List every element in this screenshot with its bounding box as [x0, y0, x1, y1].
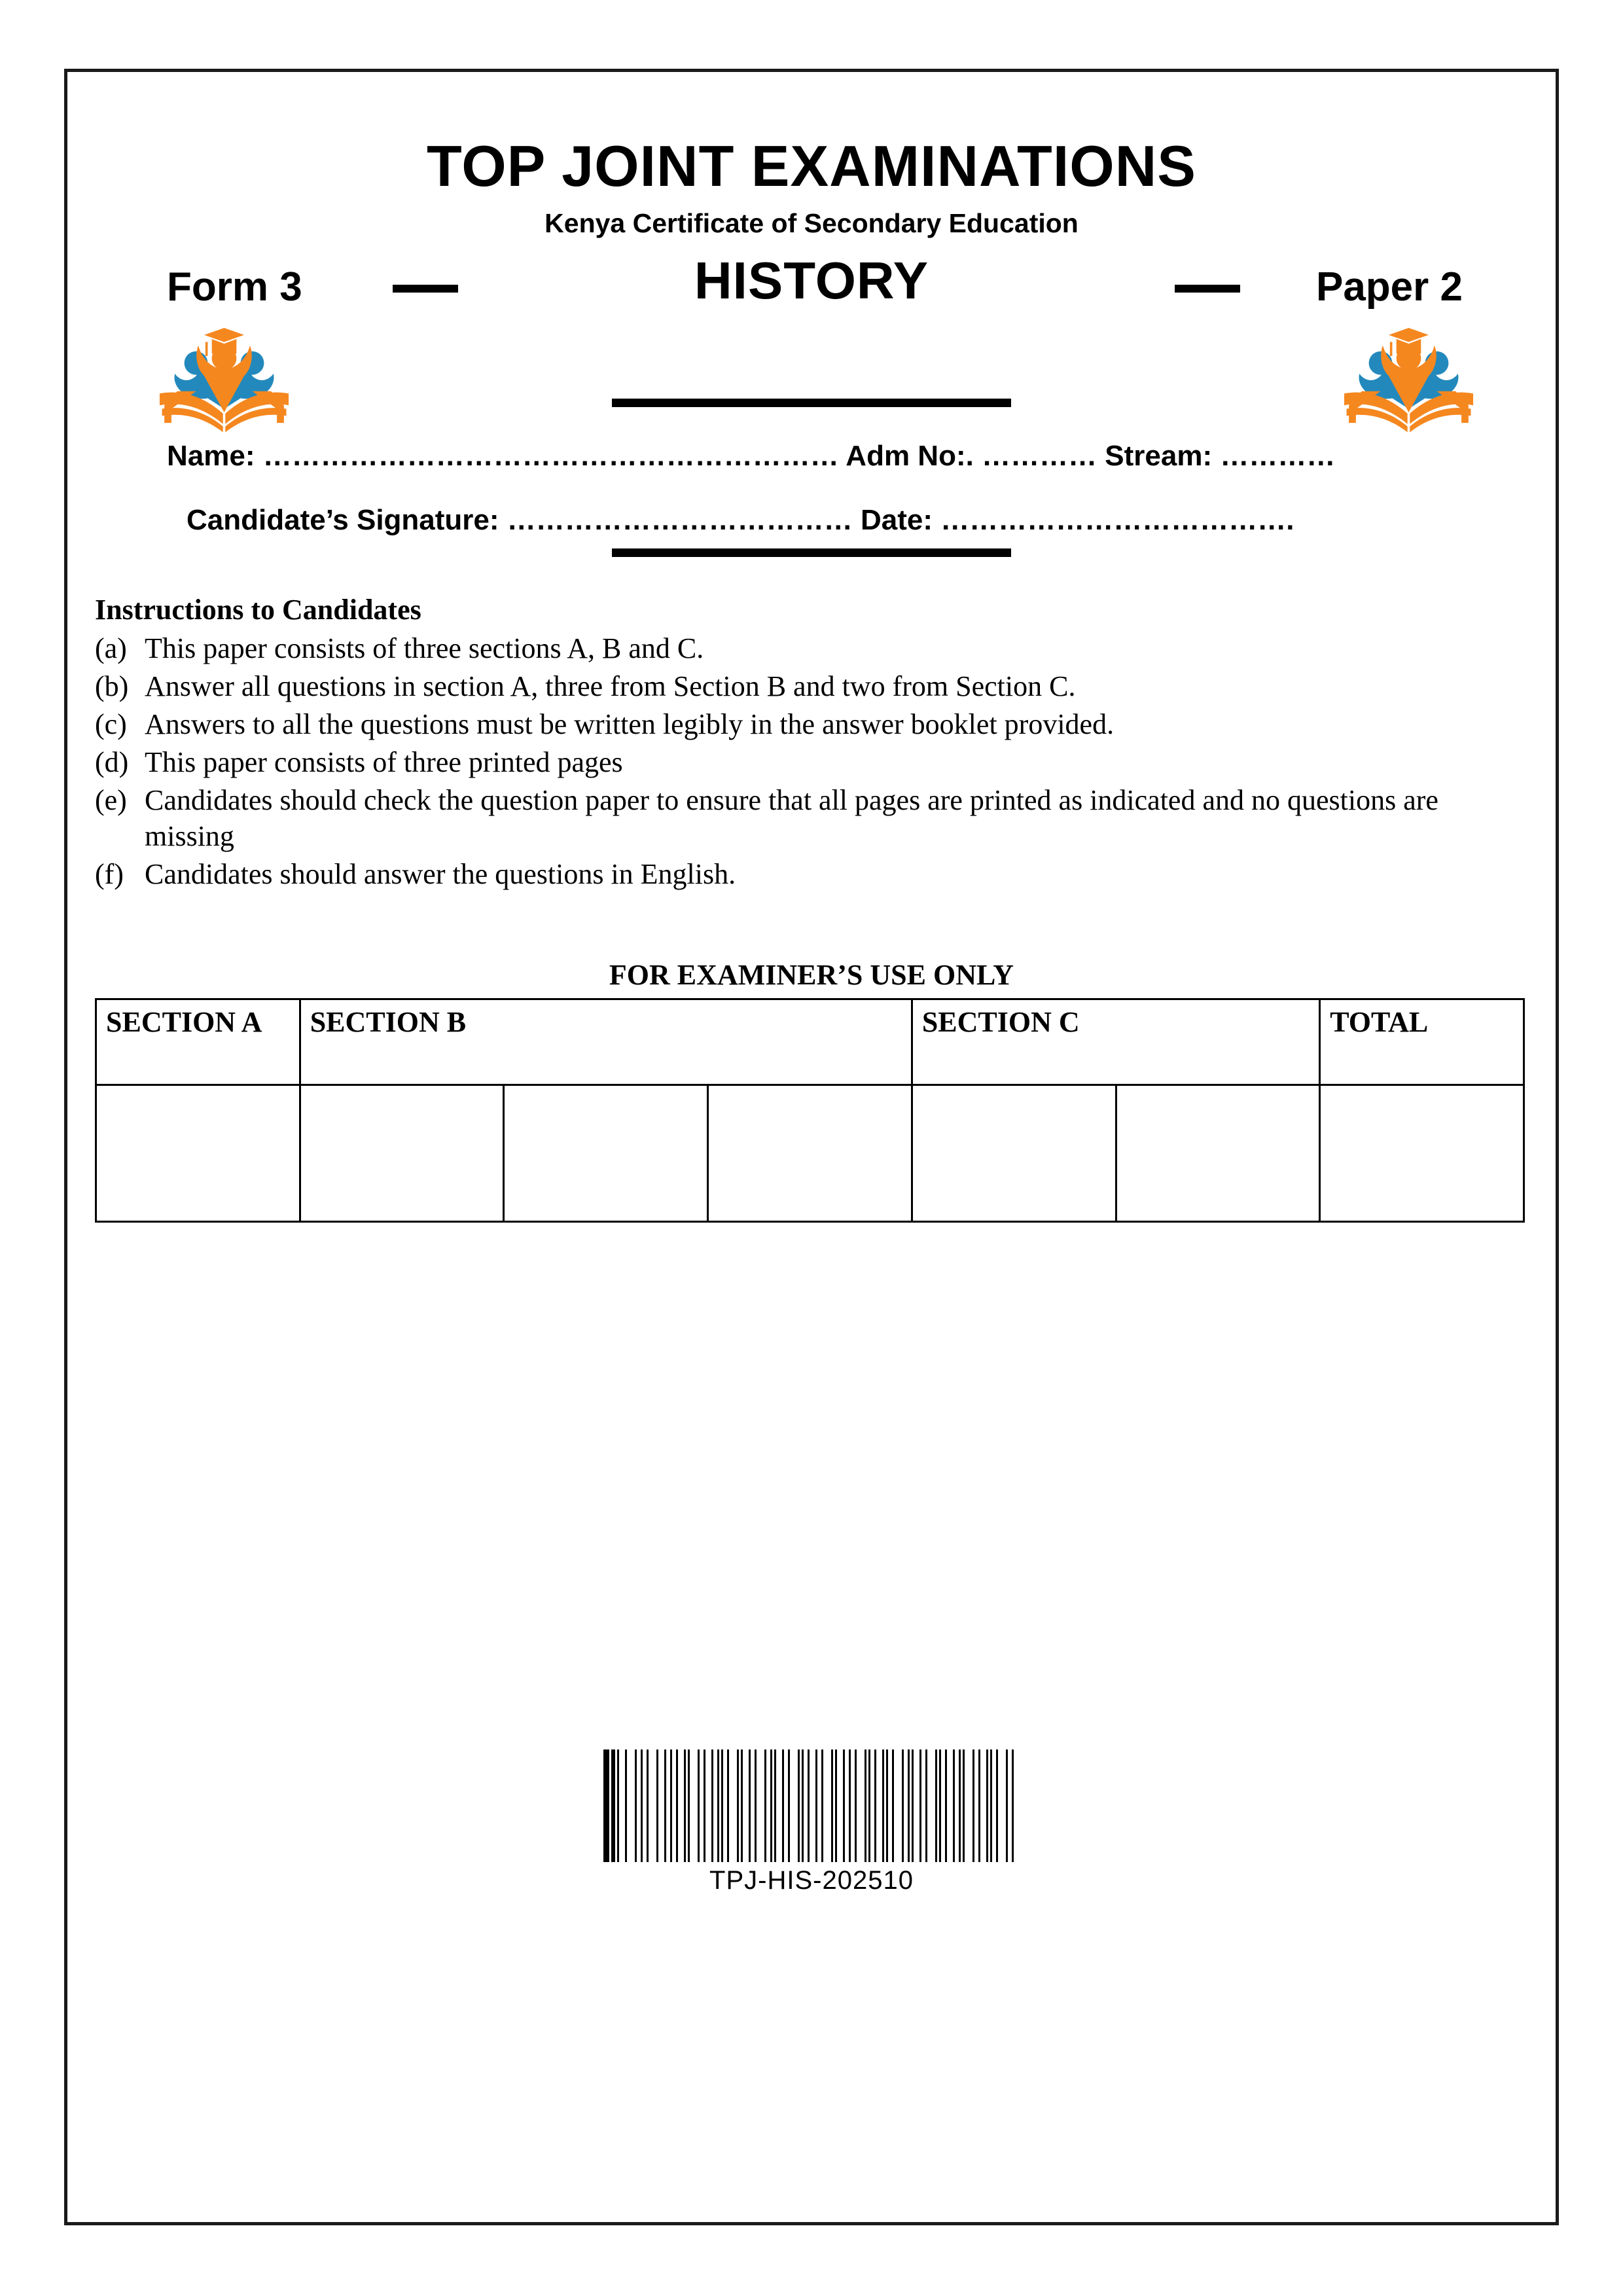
instruction-marker: (b) [95, 670, 129, 702]
table-header-row [96, 999, 1524, 1085]
marks-cell-section-c-2[interactable] [1116, 1085, 1320, 1222]
instruction-marker: (a) [95, 632, 127, 664]
instruction-text: Answer all questions in section A, three from Section B and two from Section C. [145, 670, 1076, 702]
table-header-total: TOTAL [1320, 999, 1524, 1085]
dash-separator-right-icon [1175, 285, 1240, 293]
instruction-text: Candidates should answer the questions in English. [145, 858, 736, 891]
exam-title: TOP JOINT EXAMINATIONS [427, 134, 1196, 198]
exam-subtitle: Kenya Certificate of Secondary Education [544, 208, 1079, 238]
divider-below-candidate-details [612, 548, 1011, 557]
barcode-block [0, 1741, 1623, 1895]
instructions-heading: Instructions to Candidates [95, 594, 421, 626]
barcode-label: TPJ-HIS-202510 [709, 1866, 914, 1895]
marks-cell-total[interactable] [1320, 1085, 1524, 1222]
instruction-text: This paper consists of three printed pages [145, 745, 623, 778]
instruction-marker: (e) [95, 783, 127, 816]
instruction-item [95, 668, 1528, 705]
instruction-item [95, 630, 1528, 667]
instruction-text: This paper consists of three sections A, B and C. [145, 632, 704, 664]
instruction-item [95, 706, 1528, 743]
table-header-section-b: SECTION B [300, 999, 912, 1085]
instruction-item [95, 744, 1528, 781]
candidate-name-line[interactable]: Name: …………………………………………………… Adm No:. ………… Stream: ………… [167, 440, 1336, 472]
candidate-details [95, 440, 1528, 537]
instruction-marker: (f) [95, 858, 124, 891]
instruction-item [95, 782, 1528, 855]
education-logo-left-icon [154, 319, 294, 437]
marks-cell-section-a[interactable] [96, 1085, 300, 1222]
table-header-section-c: SECTION C [912, 999, 1319, 1085]
candidate-signature-line[interactable]: Candidate’s Signature: ……………………………… Date: ………………………………. [187, 504, 1294, 536]
marks-cell-section-b-3[interactable] [708, 1085, 912, 1222]
marks-cell-section-c-1[interactable] [912, 1085, 1116, 1222]
instruction-marker: (c) [95, 708, 127, 740]
paper-label: Paper 2 [1315, 264, 1463, 310]
subject-header-row [95, 251, 1528, 408]
subject-title: HISTORY [694, 251, 929, 310]
page-content [95, 98, 1528, 1223]
education-logo-right-icon [1338, 319, 1479, 437]
form-label: Form 3 [167, 264, 302, 310]
instruction-text: Answers to all the questions must be written legibly in the answer booklet provided. [145, 708, 1115, 740]
examiner-use-heading: FOR EXAMINER’S USE ONLY [609, 959, 1014, 992]
table-row [96, 1085, 1524, 1222]
instruction-marker: (d) [95, 745, 129, 778]
instruction-item [95, 856, 1528, 893]
instruction-text: Candidates should check the question paper to ensure that all pages are printed as indicated and no questions are missing [145, 783, 1438, 853]
examiner-marks-table [95, 998, 1525, 1223]
barcode-image [603, 1749, 1020, 1862]
instructions-block [95, 593, 1528, 893]
table-header-section-a: SECTION A [96, 999, 300, 1085]
marks-cell-section-b-2[interactable] [504, 1085, 708, 1222]
marks-cell-section-b-1[interactable] [300, 1085, 504, 1222]
